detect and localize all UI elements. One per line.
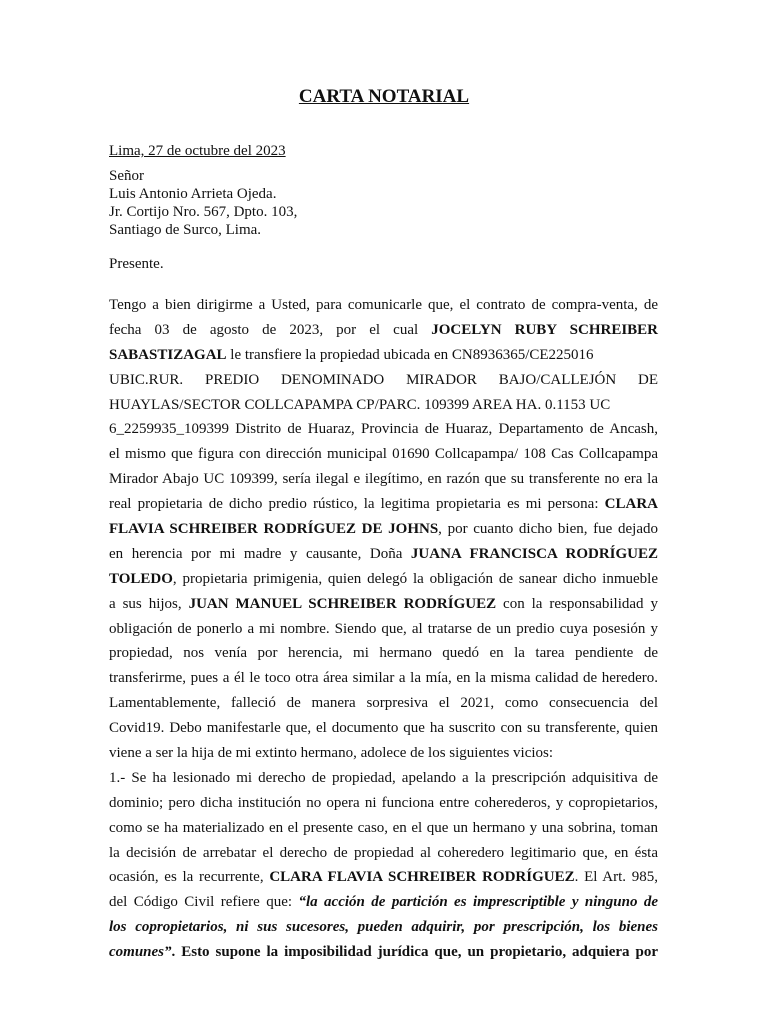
- body-text: el mismo que figura con dirección municipal 01690 Collcapampa/ 108 Cas Collcapampa: [109, 446, 658, 463]
- body-text: le transfiere la propiedad ubicada en CN8936365/CE225016: [226, 346, 594, 363]
- body-text: obligación de ponerlo a mi nombre. Siendo que, al tratarse de un predio cuya posesión y: [109, 620, 658, 637]
- body-line: [109, 816, 658, 841]
- body-line: [109, 368, 658, 393]
- emphasis-text: SABASTIZAGAL: [109, 346, 227, 363]
- body-text: viene a ser la hija de mi extinto hermano, adolece de los siguientes vicios:: [109, 745, 554, 762]
- body-line: [109, 567, 658, 592]
- body-text: propiedad, nos venía por herencia, mi hermano quedó en la tarea pendiente de: [109, 645, 658, 662]
- emphasis-text: JUAN MANUEL SCHREIBER RODRÍGUEZ: [188, 595, 497, 612]
- body-line: [109, 343, 658, 368]
- emphasis-text: los copropietarios, ni sus sucesores, pueden adquirir, por prescripción, los bienes: [109, 919, 658, 936]
- emphasis-text: JOCELYN RUBY SCHREIBER: [431, 321, 658, 338]
- address-line: Jr. Cortijo Nro. 567, Dpto. 103,: [109, 204, 298, 220]
- emphasis-text: JUANA FRANCISCA RODRÍGUEZ: [410, 545, 658, 562]
- body-text: con la responsabilidad y: [496, 595, 658, 612]
- body-line: [109, 691, 658, 716]
- emphasis-text: . Esto supone la imposibilidad jurídica que, un propietario, adquiera por: [171, 944, 658, 961]
- body-line: [109, 617, 658, 642]
- body-text: Covid19. Debo manifestarle que, el documento que ha suscrito con su transferente, quien: [109, 720, 658, 737]
- salutation: Presente.: [109, 256, 164, 272]
- body-line: [109, 517, 658, 542]
- emphasis-text: TOLEDO: [109, 570, 173, 587]
- address-line: Santiago de Surco, Lima.: [109, 222, 262, 238]
- body-line: [109, 641, 658, 666]
- body-text: UBIC.RUR. PREDIO DENOMINADO MIRADOR BAJO/CALLEJÓN DE: [109, 371, 658, 388]
- body-text: , propietaria primigenia, quien delegó la obligación de sanear dicho inmueble: [172, 570, 658, 587]
- body-line: [109, 393, 658, 418]
- body-line: [109, 592, 658, 617]
- body-line: [109, 865, 658, 890]
- emphasis-text: CLARA FLAVIA SCHREIBER RODRÍGUEZ: [269, 869, 575, 886]
- body-line: [109, 940, 658, 965]
- body-text: 1.- Se ha lesionado mi derecho de propiedad, apelando a la prescripción adquisitiva de: [109, 769, 658, 786]
- body-line: [109, 293, 658, 318]
- body-line: [109, 467, 658, 492]
- body-line: [109, 716, 658, 741]
- body-text: del Código Civil refiere que:: [109, 894, 299, 911]
- emphasis-text: comunes”: [109, 944, 172, 961]
- body-text: la decisión de arrebatar el derecho de propiedad al coheredero legitimario que, en ésta: [109, 844, 658, 861]
- body-line: [109, 442, 658, 467]
- body-line: [109, 492, 658, 517]
- body-text: , por cuanto dicho bien, fue dejado: [438, 521, 658, 538]
- body-text: Tengo a bien dirigirme a Usted, para comunicarle que, el contrato de compra-venta, de: [109, 297, 658, 313]
- body-text: 6_2259935_109399 Distrito de Huaraz, Provincia de Huaraz, Departamento de Ancash,: [109, 421, 658, 438]
- body-line: [109, 666, 658, 691]
- body-text: fecha 03 de agosto de 2023, por el cual: [109, 321, 432, 338]
- body-text: real propietaria de dicho predio rústico, la legitima propietaria es mi persona:: [109, 496, 605, 513]
- emphasis-text: CLARA: [604, 496, 658, 513]
- body-text: dominio; pero dicha institución no opera ni funciona entre coherederos, y copropietarios,: [109, 794, 658, 811]
- body-line: [109, 915, 658, 940]
- body-line: [109, 741, 658, 766]
- letter-date: Lima, 27 de octubre del 2023: [109, 143, 286, 159]
- emphasis-text: FLAVIA SCHREIBER RODRÍGUEZ DE JOHNS: [109, 521, 439, 538]
- body-line: [109, 318, 658, 343]
- body-text: a sus hijos,: [109, 595, 189, 612]
- address-line: Señor: [109, 168, 144, 184]
- body-line: [109, 417, 658, 442]
- emphasis-text: “la acción de partición es imprescriptible y ninguno de: [298, 894, 658, 911]
- address-line: Luis Antonio Arrieta Ojeda.: [109, 186, 277, 202]
- body-text: HUAYLAS/SECTOR COLLCAPAMPA CP/PARC. 109399 AREA HA. 0.1153 UC: [109, 396, 611, 413]
- body-text: en herencia por mi madre y causante, Doña: [109, 545, 411, 562]
- body-line: [109, 791, 658, 816]
- body-text: . El Art. 985,: [574, 869, 658, 886]
- letter-title: CARTA NOTARIAL: [298, 86, 470, 107]
- body-text: Lamentablemente, falleció de manera sorpresiva el 2021, como consecuencia del: [109, 695, 658, 712]
- body-text: ocasión, es la recurrente,: [109, 869, 270, 886]
- body-text: Mirador Abajo UC 109399, sería ilegal e ilegítimo, en razón que su transferente no era la: [109, 471, 658, 488]
- body-line: [109, 841, 658, 866]
- body-text: como se ha materializado en el presente caso, en el que un hermano y una sobrina, toman: [109, 819, 658, 836]
- body-line: [109, 766, 658, 791]
- body-line: [109, 542, 658, 567]
- body-text: transferirme, pues a él le toco otra área similar a la mía, en la misma calidad de heredero.: [109, 670, 658, 687]
- recipient-address: [109, 167, 297, 239]
- letter-body: [109, 293, 658, 965]
- body-line: [109, 890, 658, 915]
